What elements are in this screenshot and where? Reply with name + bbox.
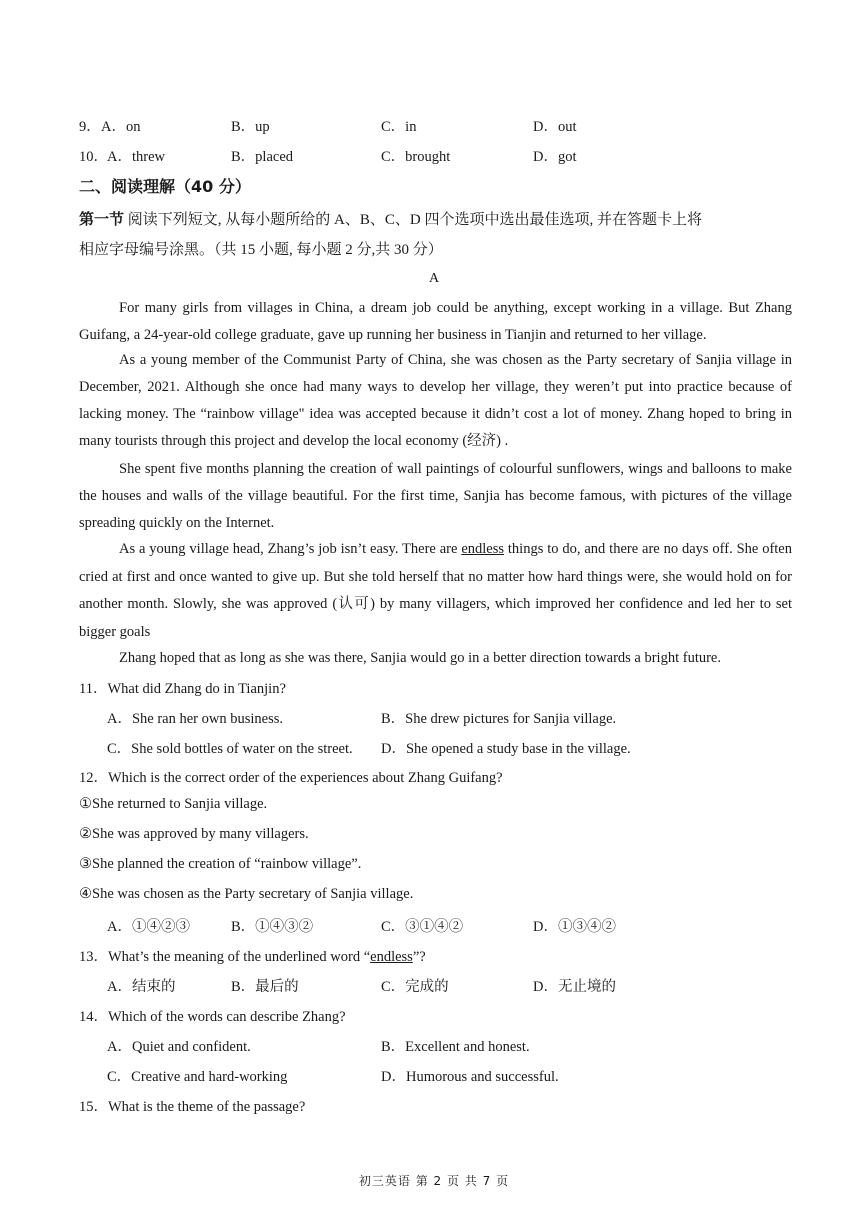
q14-option-b: B．Excellent and honest. [381,1039,530,1055]
q11-option-a: A．She ran her own business. [107,711,283,727]
instruction-line-1 [79,208,702,229]
q11-option-d: D．She opened a study base in the village. [381,741,631,757]
option-b: B．up [231,119,270,135]
q12-item-4: ④She was chosen as the Party secretary of Sanjia village. [79,886,414,902]
paragraph-text: things to do, and there are no days off. She often cried at first and once wanted to give up. But she told herself that no matter how hard things were, she would hold on for another month. Slowly, she was approved (认可) by many villagers, which improved her confidence and led her to set bigger goals [79,541,792,640]
question-15-stem: 15．What is the theme of the passage? [79,1099,306,1115]
stem-text: ”? [412,949,426,965]
q12-option-a: A．①④②③ [107,919,190,935]
q12-item-1: ①She returned to Sanjia village. [79,796,268,812]
question-14-stem: 14．Which of the words can describe Zhang? [79,1009,346,1025]
option-a: A．threw [107,149,165,165]
passage-paragraph-3: She spent five months planning the creation of wall paintings of colourful sunflowers, wings and balloons to make the houses and walls of the village beautiful. For the first time, Sanjia has become famous, with pictures of the village spreading quickly on the Internet. [79,461,792,531]
question-12-stem: 12．Which is the correct order of the experiences about Zhang Guifang? [79,770,503,786]
page-footer: 初三英语 第 2 页 共 7 页 [358,1174,510,1188]
passage-label: A [428,271,440,286]
option-d: D．got [533,149,577,165]
underlined-word: endless [461,541,505,557]
option-c: C．in [381,119,417,135]
q14-option-d: D．Humorous and successful. [381,1069,559,1085]
part-label: 第一节 [79,212,125,228]
q13-option-d: D．无止境的 [533,979,616,995]
stem-text: 13．What’s the meaning of the underlined word “ [79,949,371,965]
q14-option-a: A．Quiet and confident. [107,1039,251,1055]
q14-option-c: C．Creative and hard-working [107,1069,288,1085]
question-13-stem [79,945,426,966]
q11-option-c: C．She sold bottles of water on the street. [107,741,353,757]
passage-paragraph-4 [79,536,792,646]
passage-paragraph-1: For many girls from villages in China, a dream job could be anything, except working in a village. But Zhang Guifang, a 24-year-old college graduate, gave up running her business in Tianjin and returned to her village. [79,300,792,343]
q13-option-b: B．最后的 [231,979,299,995]
paragraph-text: As a young village head, Zhang’s job isn’t easy. There are [119,541,462,557]
option-a: A．on [101,119,141,135]
q13-option-a: A．结束的 [107,979,176,995]
q12-option-b: B．①④③② [231,919,314,935]
question-number: 10． [79,149,108,165]
q12-item-2: ②She was approved by many villagers. [79,826,309,842]
instruction-line-2: 相应字母编号涂黑。（共 15 小题, 每小题 2 分,共 30 分） [79,242,443,258]
q12-option-d: D．①③④② [533,919,616,935]
question-11-stem: 11．What did Zhang do in Tianjin? [79,681,286,697]
option-d: D．out [533,119,577,135]
q13-option-c: C．完成的 [381,979,449,995]
passage-paragraph-2: As a young member of the Communist Party of China, she was chosen as the Party secretary of Sanjia village in December, 2021. Although she once had many ways to develop her village, they weren’t put into practice because of lacking money. The “rainbow village" idea was accepted because it didn’t cost a lot of money. Zhang hoped to bring in many tourists through this project and develop the local economy (经济) . [79,352,792,449]
question-number: 9． [79,119,101,135]
passage-paragraph-5: Zhang hoped that as long as she was there, Sanjia would go in a better direction towards a bright future. [119,650,721,666]
instruction-text: 阅读下列短文, 从每小题所给的 A、B、C、D 四个选项中选出最佳选项, 并在答题卡上将 [127,212,702,228]
q12-item-3: ③She planned the creation of “rainbow village”. [79,856,362,872]
q11-option-b: B．She drew pictures for Sanjia village. [381,711,617,727]
section-title: 二、阅读理解（40 分） [79,177,251,196]
option-b: B．placed [231,149,294,165]
q12-option-c: C．③①④② [381,919,464,935]
underlined-word: endless [370,949,413,965]
option-c: C．brought [381,149,451,165]
